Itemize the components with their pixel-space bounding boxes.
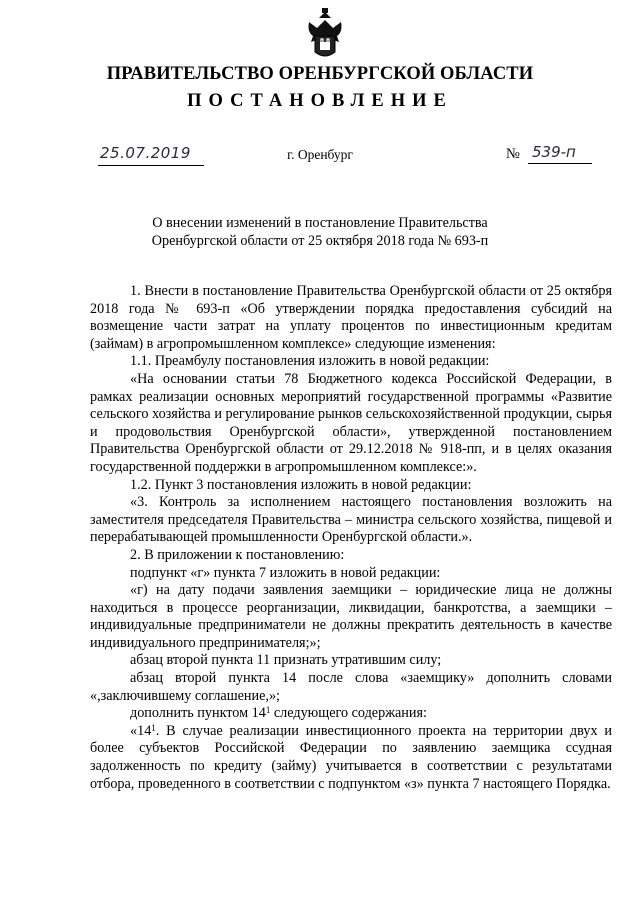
superscript: 1	[265, 705, 271, 716]
paragraph-text: «14	[130, 722, 152, 739]
subject-line: О внесении изменений в постановление Правительства	[152, 215, 488, 231]
paragraph	[90, 705, 612, 723]
number-underline	[528, 163, 592, 164]
document-city: г. Оренбург	[287, 147, 353, 162]
paragraph: абзац второй пункта 14 после слова «заемщику» дополнить словами «,заключившему соглашение,»;	[90, 670, 612, 704]
paragraph: абзац второй пункта 11 признать утратившим силу;	[130, 652, 442, 669]
paragraph	[90, 723, 612, 793]
document-body	[90, 283, 612, 793]
coat-of-arms-icon	[305, 8, 345, 60]
paragraph-text: . В случае реализации инвестиционного проекта на территории двух и более субъектов Российской Федерации по заявлению заемщика ссудная задолженность по кредиту (займу) учитывается в соответствии с результатами отбора, проведенного в соответствии с подпунктом «з» пункта 7 настоящего Порядка.	[90, 722, 612, 792]
paragraph: 2. В приложении к постановлению:	[130, 546, 345, 563]
document-type: ПОСТАНОВЛЕНИЕ	[187, 91, 453, 111]
paragraph: «г) на дату подачи заявления заемщики – юридические лица не должны находиться в процессе реорганизации, ликвидации, банкротства, а заемщики – индивидуальные предприниматели не должны прекратить деятельность в качестве индивидуального предпринимателя;»;	[90, 582, 612, 651]
paragraph-text: дополнить пунктом 14	[130, 705, 266, 722]
paragraph: «3. Контроль за исполнением настоящего постановления возложить на заместителя председателя Правительства – министра сельского хозяйства, пищевой и перерабатывающей промышленности Оренбургской области.».	[90, 494, 612, 546]
paragraph: «На основании статьи 78 Бюджетного кодекса Российской Федерации, в рамках реализации основных мероприятий государственной программы «Развитие сельского хозяйства и регулирование рынков сельскохозяйственной продукции, сырья и продовольствия Оренбургской области», утвержденной постановлением Правительства Оренбургской области от 29.12.2018 № 918-пп, и в целях оказания государственной поддержки в агропромышленном комплексе:».	[90, 370, 612, 475]
paragraph: 1.2. Пункт 3 постановления изложить в новой редакции:	[130, 476, 472, 493]
paragraph: подпункт «г» пункта 7 изложить в новой редакции:	[130, 564, 441, 581]
document-subject	[0, 214, 640, 250]
paragraph: 1.1. Преамбулу постановления изложить в новой редакции:	[130, 353, 490, 370]
government-title: ПРАВИТЕЛЬСТВО ОРЕНБУРГСКОЙ ОБЛАСТИ	[106, 64, 534, 84]
superscript: 1	[151, 722, 156, 733]
number-label: №	[506, 146, 520, 162]
document-number: 539-п	[532, 143, 576, 161]
paragraph-text: следующего содержания:	[270, 705, 427, 722]
paragraph: 1. Внести в постановление Правительства Оренбургской области от 25 октября 2018 года № 693-п «Об утверждении порядка предоставления субсидий на возмещение части затрат на уплату процентов по инвестиционным кредитам (займам) в агропромышленном комплексе» следующие изменения:	[90, 283, 612, 352]
subject-line: Оренбургской области от 25 октября 2018 года № 693-п	[151, 233, 489, 249]
document-date: 25.07.2019	[100, 144, 191, 162]
